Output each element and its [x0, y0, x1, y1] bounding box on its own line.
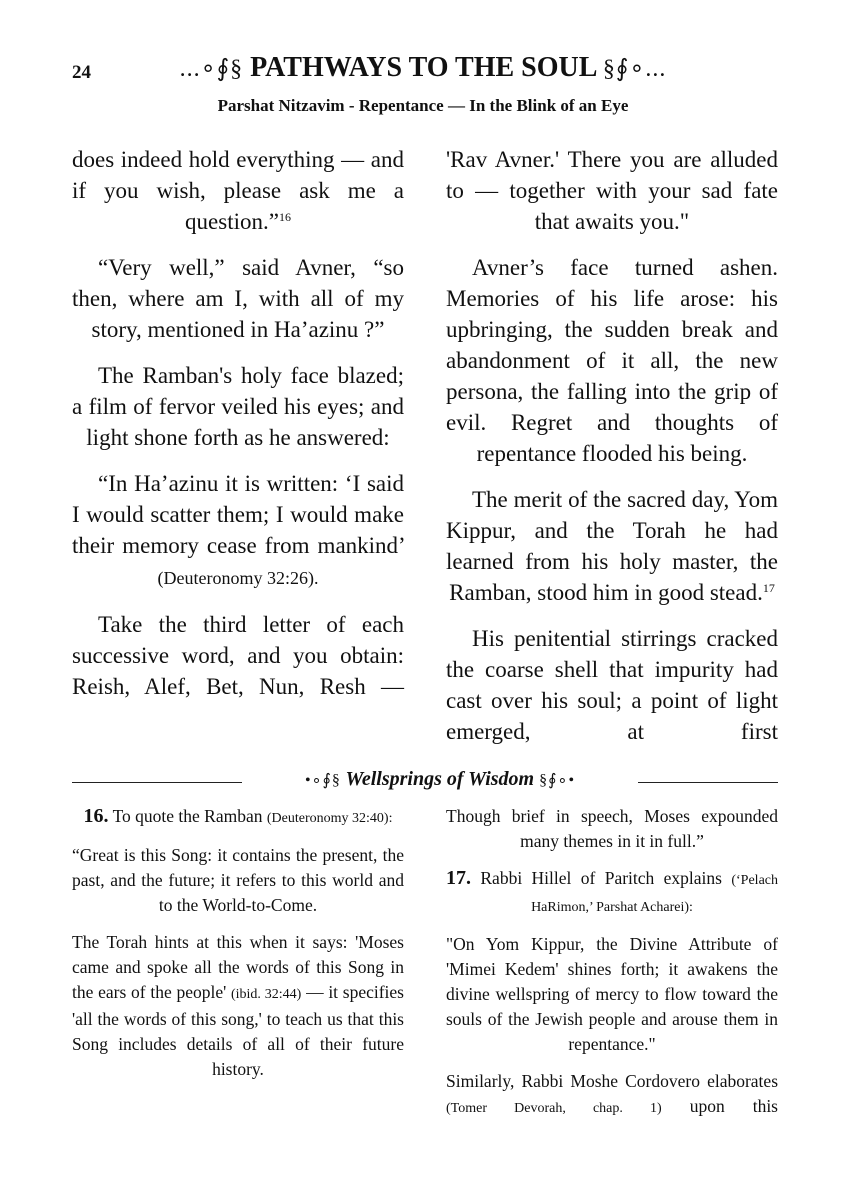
- paragraph-text: does indeed hold everything — and if you wish, please ask me a question.”: [72, 147, 404, 234]
- footnotes-right-column: [446, 804, 778, 1133]
- footnote-text: — it specifies 'all the words of this song,' to teach us that this Song includes details of all of their future history.: [72, 982, 404, 1079]
- footnote-text: upon this: [689, 1096, 778, 1116]
- paragraph: [72, 468, 404, 594]
- page-number: 24: [72, 62, 91, 83]
- paragraph: The Ramban's holy face blazed; a film of fervor veiled his eyes; and light shone forth as he answered:: [72, 363, 404, 450]
- footnote-marker[interactable]: 17: [762, 581, 775, 595]
- paragraph: [72, 144, 404, 237]
- scripture-reference: (Deuteronomy 32:26).: [157, 568, 319, 588]
- paragraph: “Very well,” said Avner, “so then, where am I, with all of my story, mentioned in Ha’azinu ?”: [72, 255, 404, 342]
- page-header: [0, 52, 846, 92]
- footnote-reference: (Tomer Devorah, chap. 1): [446, 1101, 662, 1116]
- footnotes-divider: [72, 768, 778, 798]
- flourish-ornament-left-icon: •∘∮§: [304, 772, 341, 789]
- footnote-paragraph: "On Yom Kippur, the Divine Attribute of 'Mimei Kedem' shines forth; it awakens the divine wellspring of mercy to flow toward the souls of the Jewish people and arouse them in repentance.": [446, 934, 778, 1054]
- footnotes-section-title: [242, 768, 638, 791]
- footnote-paragraph: Though brief in speech, Moses expounded many themes in it in full.”: [446, 806, 778, 851]
- footnote-number: 16.: [83, 805, 109, 827]
- footnote-intro: Rabbi Hillel of Paritch explains: [480, 868, 722, 888]
- paragraph-text: “In Ha’azinu it is written: ‘I said I would scatter them; I would make their memory cease from mankind’: [72, 471, 404, 558]
- main-text-right-column: [446, 144, 778, 762]
- flourish-ornament-right-icon: §∮∘...: [602, 56, 667, 82]
- footnote-paragraph: [446, 1069, 778, 1121]
- footnote-text: Similarly, Rabbi Moshe Cordovero elaborates: [446, 1071, 778, 1091]
- footnote-17-heading: [446, 866, 778, 920]
- footnote-marker[interactable]: 16: [278, 210, 291, 224]
- paragraph: Avner’s face turned ashen. Memories of his life arose: his upbringing, the sudden break and abandonment of it all, the new persona, the falling into the grip of evil. Regret and thoughts of repentance flooded his being.: [446, 255, 778, 466]
- paragraph-text: The merit of the sacred day, Yom Kippur, and the Torah he had learned from his holy master, the Ramban, stood him in good stead.: [446, 487, 778, 605]
- paragraph: Take the third letter of each successive word, and you obtain: Reish, Alef, Bet, Nun, Resh —: [72, 612, 404, 699]
- footnotes-left-column: [72, 804, 404, 1094]
- chapter-subtitle: Parshat Nitzavim - Repentance — In the Blink of an Eye: [217, 96, 629, 115]
- book-title-line: [130, 52, 716, 84]
- footnote-16-heading: [72, 804, 404, 831]
- flourish-ornament-left-icon: ...∘∮§: [179, 56, 244, 82]
- footnotes-title: Wellsprings of Wisdom: [345, 768, 535, 790]
- divider-line-right: [638, 782, 778, 783]
- footnote-intro: To quote the Ramban: [112, 806, 263, 826]
- footnote-text: The Torah hints at this when it says: 'Moses came and spoke all the words of this Song in the ears of the people': [72, 932, 404, 1002]
- footnote-reference: (‘Pelach HaRimon,’ Parshat Acharei):: [531, 873, 779, 915]
- footnote-reference: (Deuteronomy 32:40):: [266, 811, 393, 826]
- footnote-paragraph: [72, 930, 404, 1082]
- flourish-ornament-right-icon: §∮∘•: [539, 772, 576, 789]
- paragraph: [446, 484, 778, 608]
- footnote-number: 17.: [446, 867, 471, 889]
- main-text-left-column: [72, 144, 404, 717]
- book-title: PATHWAYS TO THE SOUL: [250, 52, 596, 83]
- footnote-paragraph: “Great is this Song: it contains the present, the past, and the future; it refers to this world and to the World-to-Come.: [72, 845, 404, 915]
- paragraph: His penitential stirrings cracked the coarse shell that impurity had cast over his soul; a point of light emerged, at first: [446, 626, 778, 744]
- footnote-reference: (ibid. 32:44): [230, 987, 302, 1002]
- paragraph: 'Rav Avner.' There you are alluded to — together with your sad fate that awaits you.": [446, 147, 778, 234]
- divider-line-left: [72, 782, 242, 783]
